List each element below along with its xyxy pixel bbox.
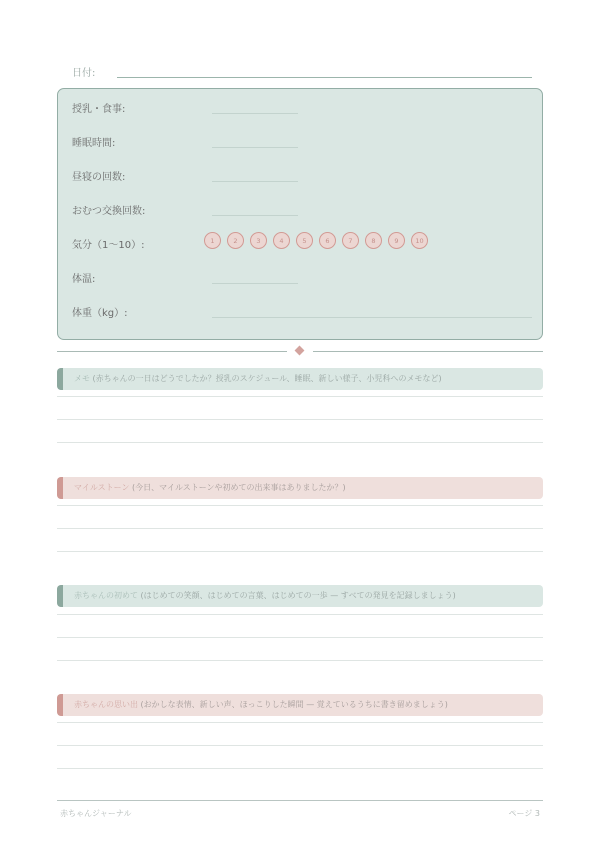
milestones-subtitle: (今日、マイルストーンや初めての出来事はありましたか？) bbox=[129, 483, 346, 492]
firsts-accent-bar bbox=[57, 585, 63, 607]
sleep-input-line[interactable] bbox=[212, 147, 298, 148]
memories-accent-bar bbox=[57, 694, 63, 716]
feeding-input-line[interactable] bbox=[212, 113, 298, 114]
memories-header bbox=[57, 694, 543, 716]
memories-subtitle: (おかしな表情、新しい声、ほっこりした瞬間 — 覚えているうちに書き留めましょう) bbox=[138, 700, 448, 709]
milestones-header bbox=[57, 477, 543, 499]
notes-header bbox=[57, 368, 543, 390]
firsts-writing-line[interactable] bbox=[57, 660, 543, 661]
milestones-writing-line[interactable] bbox=[57, 551, 543, 552]
sleep-row bbox=[72, 130, 532, 150]
weight-label: 体重（kg）: bbox=[72, 308, 128, 319]
milestones-title: マイルストーン bbox=[74, 483, 130, 492]
memories-title: 赤ちゃんの思い出 bbox=[74, 700, 138, 709]
divider-line-right bbox=[313, 351, 543, 352]
mood-circle-7[interactable]: 7 bbox=[342, 232, 359, 249]
diapers-label: おむつ交換回数: bbox=[72, 206, 146, 217]
milestones-writing-line[interactable] bbox=[57, 528, 543, 529]
memories-writing-line[interactable] bbox=[57, 768, 543, 769]
notes-subtitle: (赤ちゃんの一日はどうでしたか？授乳のスケジュール、睡眠、新しい様子、小児科へのメモなど) bbox=[90, 374, 442, 383]
mood-row bbox=[72, 232, 532, 252]
mood-circle-4[interactable]: 4 bbox=[273, 232, 290, 249]
mood-circle-3[interactable]: 3 bbox=[250, 232, 267, 249]
notes-title: メモ bbox=[74, 374, 90, 383]
section-divider bbox=[57, 346, 543, 356]
firsts-section bbox=[57, 585, 543, 607]
notes-writing-line[interactable] bbox=[57, 419, 543, 420]
milestones-section bbox=[57, 477, 543, 499]
footer-journal-title: 赤ちゃんジャーナル bbox=[60, 809, 132, 818]
feeding-row bbox=[72, 96, 532, 116]
mood-circle-10[interactable]: 10 bbox=[411, 232, 428, 249]
daily-log-panel bbox=[57, 88, 543, 340]
notes-writing-line[interactable] bbox=[57, 442, 543, 443]
firsts-header bbox=[57, 585, 543, 607]
naps-label: 昼寝の回数: bbox=[72, 172, 126, 183]
firsts-writing-line[interactable] bbox=[57, 614, 543, 615]
notes-writing-line[interactable] bbox=[57, 396, 543, 397]
sleep-label: 睡眠時間: bbox=[72, 138, 116, 149]
date-input-line[interactable] bbox=[117, 77, 532, 78]
footer-divider bbox=[57, 800, 543, 801]
mood-label: 気分（1〜10）: bbox=[72, 240, 145, 251]
mood-circle-2[interactable]: 2 bbox=[227, 232, 244, 249]
temp-input-line[interactable] bbox=[212, 283, 298, 284]
mood-circle-1[interactable]: 1 bbox=[204, 232, 221, 249]
date-row bbox=[72, 62, 532, 80]
diapers-input-line[interactable] bbox=[212, 215, 298, 216]
diapers-row bbox=[72, 198, 532, 218]
memories-section bbox=[57, 694, 543, 716]
mood-circle-8[interactable]: 8 bbox=[365, 232, 382, 249]
diamond-ornament-icon bbox=[295, 346, 305, 356]
milestones-accent-bar bbox=[57, 477, 63, 499]
milestones-writing-line[interactable] bbox=[57, 505, 543, 506]
firsts-subtitle: (はじめての笑顔、はじめての言葉、はじめての一歩 — すべての発見を記録しましょう) bbox=[138, 591, 456, 600]
firsts-title: 赤ちゃんの初めて bbox=[74, 591, 138, 600]
mood-circle-6[interactable]: 6 bbox=[319, 232, 336, 249]
memories-writing-line[interactable] bbox=[57, 745, 543, 746]
date-label: 日付: bbox=[72, 68, 96, 79]
naps-input-line[interactable] bbox=[212, 181, 298, 182]
memories-writing-line[interactable] bbox=[57, 722, 543, 723]
divider-line-left bbox=[57, 351, 287, 352]
naps-row bbox=[72, 164, 532, 184]
weight-row bbox=[72, 300, 532, 320]
temp-label: 体温: bbox=[72, 274, 96, 285]
footer-page-number: ページ 3 bbox=[508, 809, 540, 818]
feeding-label: 授乳・食事: bbox=[72, 104, 126, 115]
notes-accent-bar bbox=[57, 368, 63, 390]
temp-row bbox=[72, 266, 532, 286]
notes-section bbox=[57, 368, 543, 390]
firsts-writing-line[interactable] bbox=[57, 637, 543, 638]
mood-scale bbox=[204, 232, 428, 249]
mood-circle-5[interactable]: 5 bbox=[296, 232, 313, 249]
mood-circle-9[interactable]: 9 bbox=[388, 232, 405, 249]
weight-input-line[interactable] bbox=[212, 317, 532, 318]
